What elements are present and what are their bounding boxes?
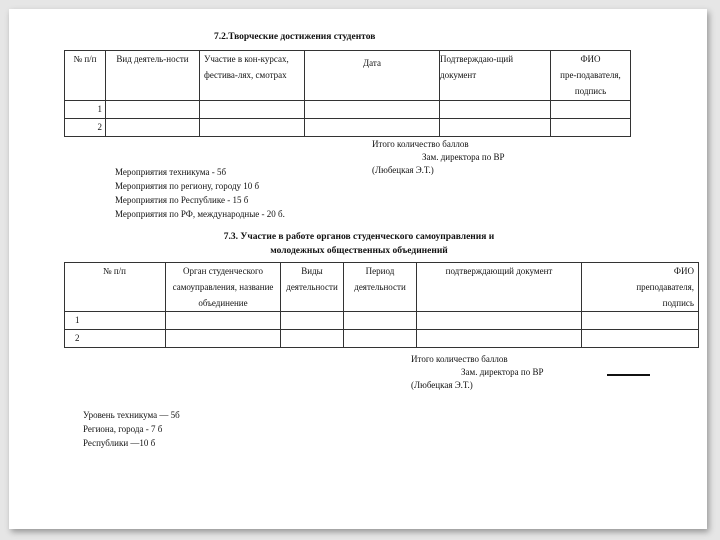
score-line: Региона, города - 7 б (83, 424, 163, 434)
section1-title: 7.2.Творческие достижения студентов (214, 32, 376, 42)
section2-title: 7.3. Участие в работе органов студенческого самоуправления и молодежных общественных объединений (223, 232, 495, 256)
deputy-name: (Любецкая Э.Т.) (411, 380, 473, 390)
header-period: Период деятельности (344, 263, 417, 312)
score-line: Уровень техникума — 5б (83, 410, 180, 420)
table-header-row (65, 263, 699, 312)
header-document: подтверждающий документ (417, 263, 582, 312)
header-num: № п/п (65, 51, 106, 101)
header-teacher: ФИО пре-подавателя, подпись (551, 51, 631, 101)
deputy-name: (Любецкая Э.Т.) (372, 165, 434, 175)
section1-scores (115, 165, 285, 221)
section2-scores (83, 408, 180, 450)
score-line: Мероприятия по региону, городу 10 б (115, 181, 260, 191)
signature-line (607, 374, 650, 376)
table-row: 1 (65, 101, 631, 119)
total-label: Итого количество баллов (372, 139, 469, 149)
total-label: Итого количество баллов (411, 354, 508, 364)
header-teacher: ФИО преподавателя, подпись (582, 263, 699, 312)
deputy-label: Зам. директора по ВР (461, 367, 544, 377)
header-num: № п/п (65, 263, 166, 312)
table-row: 2 (65, 119, 631, 137)
table-header-row (65, 51, 631, 101)
deputy-label: Зам. директора по ВР (422, 152, 505, 162)
slide-page (9, 9, 707, 529)
score-line: Мероприятия техникума - 5б (115, 167, 227, 177)
score-line: Мероприятия по РФ, международные - 20 б. (115, 209, 285, 219)
self-government-table (64, 262, 699, 348)
score-line: Республики —10 б (83, 438, 156, 448)
header-activity: Вид деятель-ности (106, 51, 200, 101)
header-kinds: Виды деятельности (281, 263, 344, 312)
header-participation: Участие в кон-курсах, фестива-лях, смотрах (200, 51, 305, 101)
score-line: Мероприятия по Республике - 15 б (115, 195, 249, 205)
header-document: Подтверждаю-щий документ (440, 51, 551, 101)
section1-total-block (372, 138, 504, 177)
header-date: Дата (305, 51, 440, 101)
table-row: 1 (65, 312, 699, 330)
header-organ: Орган студенческого самоуправления, название объединение (166, 263, 281, 312)
section2-total-block (411, 353, 543, 392)
table-row: 2 (65, 330, 699, 348)
achievements-table (64, 50, 631, 137)
